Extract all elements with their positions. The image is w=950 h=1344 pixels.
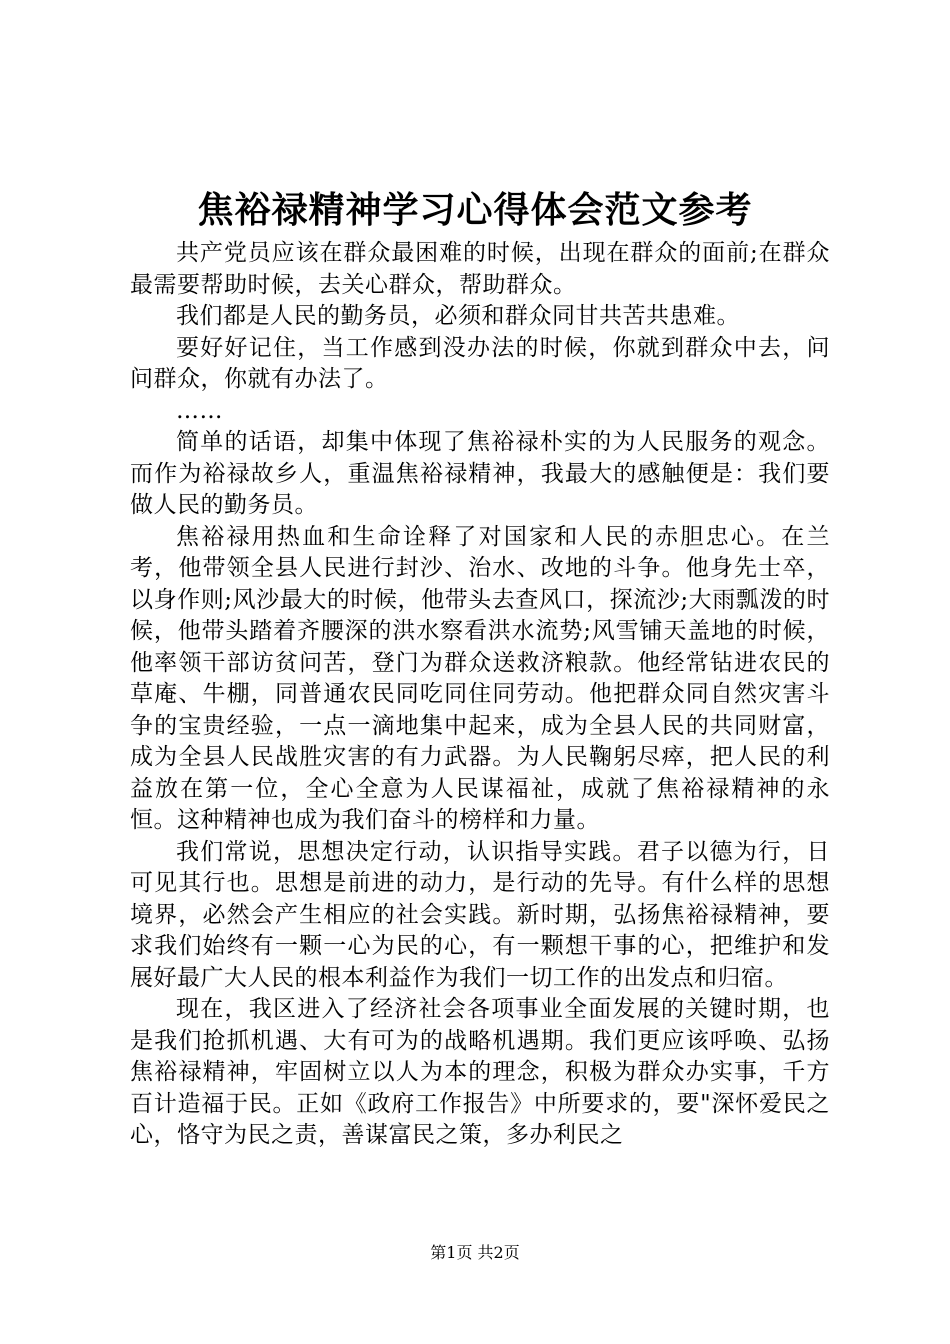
page-number-footer: 第1页 共2页	[430, 1243, 520, 1262]
paragraph: 现在，我区进入了经济社会各项事业全面发展的关键时期，也是我们抢抓机遇、大有可为的战略机遇期。我们更应该呼唤、弘扬焦裕禄精神，牢固树立以人为本的理念，积极为群众办实事，千方百计造福于民。正如《政府工作报告》中所要求的，要"深怀爱民之心，恪守为民之责，善谋富民之策，多办利民之	[130, 996, 830, 1148]
document-title: 焦裕禄精神学习心得体会范文参考	[197, 189, 753, 231]
paragraph: 要好好记住，当工作感到没办法的时候，你就到群众中去，问问群众，你就有办法了。	[130, 334, 830, 392]
document-body	[130, 238, 830, 1152]
paragraph: 共产党员应该在群众最困难的时候，出现在群众的面前;在群众最需要帮助时候，去关心群众，帮助群众。	[130, 240, 830, 298]
paragraph: 简单的话语，却集中体现了焦裕禄朴实的为人民服务的观念。而作为裕禄故乡人，重温焦裕禄精神，我最大的感触便是：我们要做人民的勤务员。	[130, 429, 830, 518]
paragraph: 我们常说，思想决定行动，认识指导实践。君子以德为行，日可见其行也。思想是前进的动力，是行动的先导。有什么样的思想境界，必然会产生相应的社会实践。新时期，弘扬焦裕禄精神，要求我们始终有一颗一心为民的心，有一颗想干事的心，把维护和发展好最广大人民的根本利益作为我们一切工作的出发点和归宿。	[130, 838, 830, 991]
paragraph: 我们都是人民的勤务员，必须和群众同甘共苦共患难。	[176, 303, 740, 329]
ellipsis-paragraph: ……	[176, 397, 223, 424]
paragraph: 焦裕禄用热血和生命诠释了对国家和人民的赤胆忠心。在兰考，他带领全县人民进行封沙、治水、改地的斗争。他身先士卒，以身作则;风沙最大的时候，他带头去查风口，探流沙;大雨瓢泼的时候，他带头踏着齐腰深的洪水察看洪水流势;风雪铺天盖地的时候，他率领干部访贫问苦，登门为群众送救济粮款。他经常钻进农民的草庵、牛棚，同普通农民同吃同住同劳动。他把群众同自然灾害斗争的宝贵经验，一点一滴地集中起来，成为全县人民的共同财富，成为全县人民战胜灾害的有力武器。为人民鞠躬尽瘁，把人民的利益放在第一位，全心全意为人民谋福祉，成就了焦裕禄精神的永恒。这种精神也成为我们奋斗的榜样和力量。	[130, 523, 830, 833]
